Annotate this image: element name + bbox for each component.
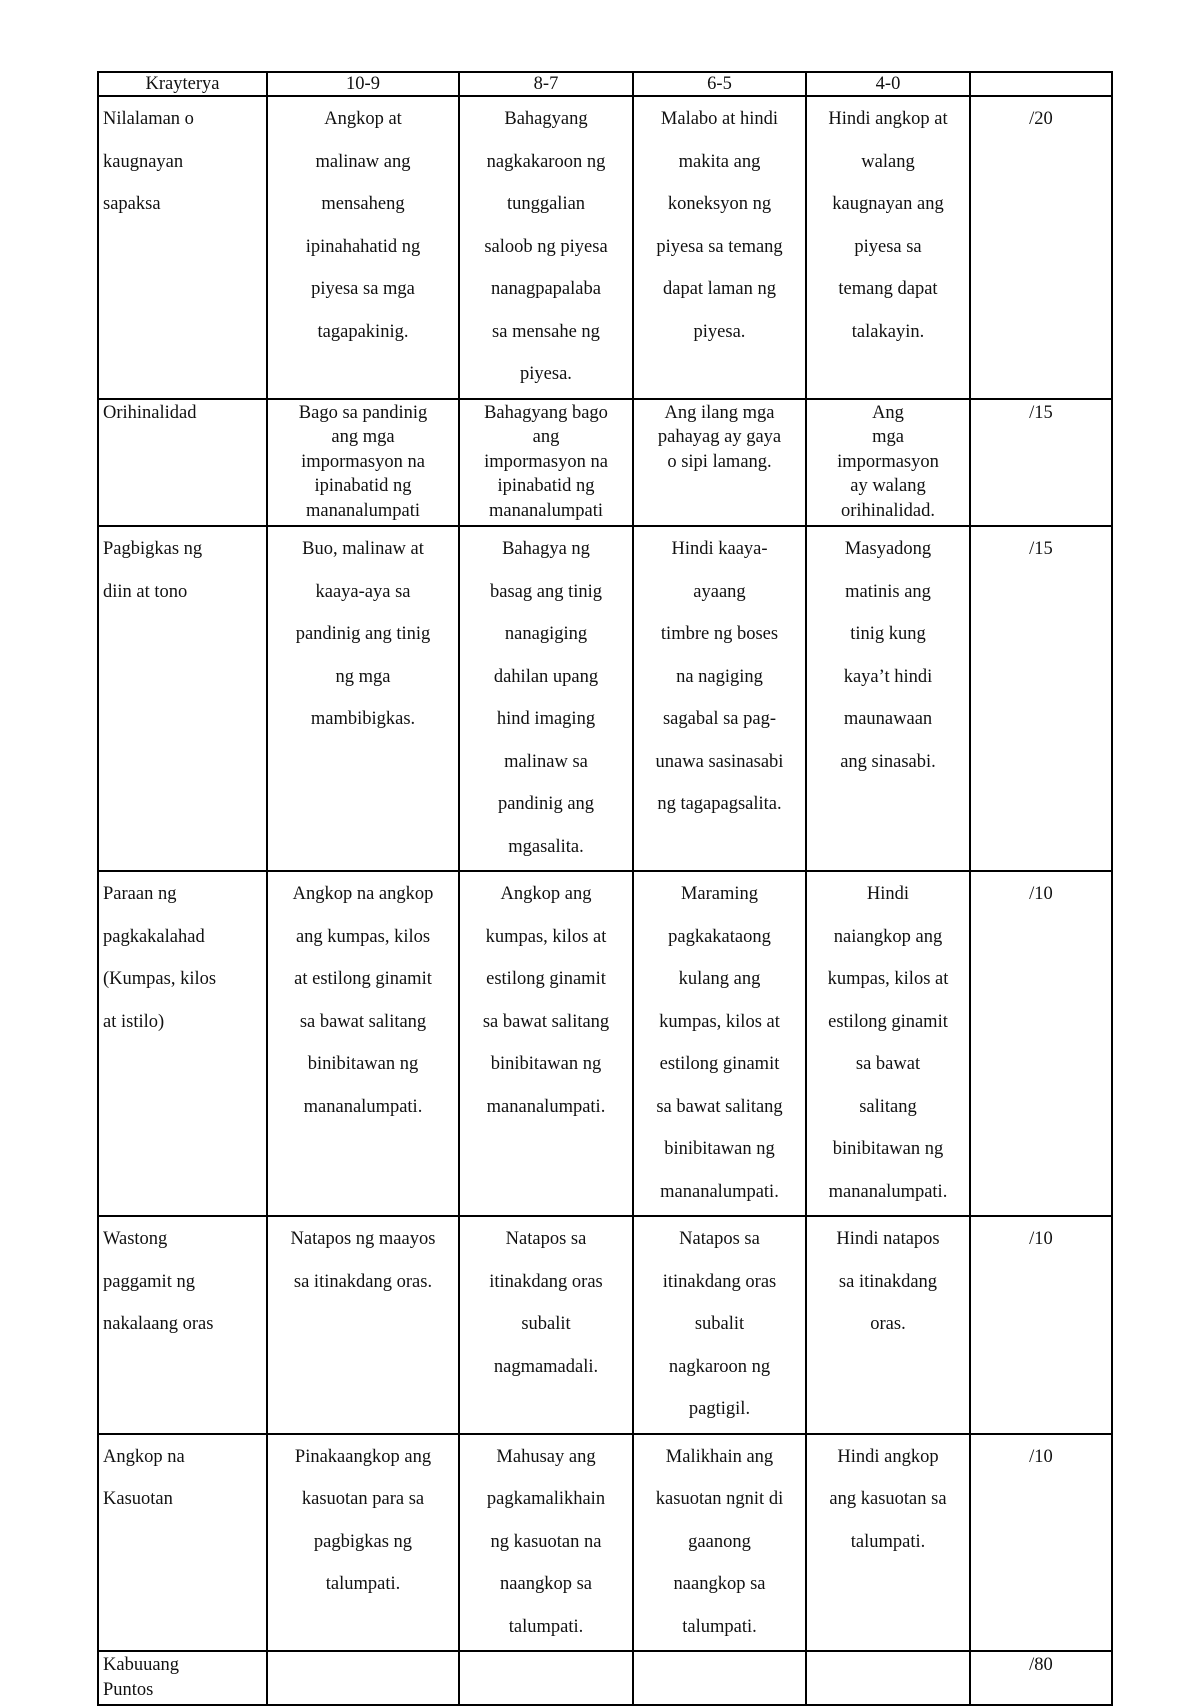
score-cell: /10 [970, 1216, 1112, 1434]
descriptor-cell: Natapos sa itinakdang oras subalit nagkaroon ng pagtigil. [633, 1216, 806, 1434]
descriptor-cell: Natapos sa itinakdang oras subalit nagmamadali. [459, 1216, 633, 1434]
table-row [98, 1434, 1112, 1652]
table-row [98, 399, 1112, 527]
descriptor-cell: Hindi naiangkop ang kumpas, kilos at estilong ginamit sa bawat salitang binibitawan ng mananalumpati. [806, 871, 970, 1216]
criterion-cell: Angkop na Kasuotan [98, 1434, 267, 1652]
table-row [98, 526, 1112, 871]
total-score-cell: /80 [970, 1651, 1112, 1705]
descriptor-cell: Bahagyang bago ang impormasyon na ipinabatid ng mananalumpati [459, 399, 633, 527]
score-cell: /10 [970, 1434, 1112, 1652]
descriptor-cell: Hindi kaaya- ayaang timbre ng boses na nagiging sagabal sa pag- unawa sasinasabi ng tagapagsalita. [633, 526, 806, 871]
header-points [970, 72, 1112, 96]
descriptor-cell: Buo, malinaw at kaaya-aya sa pandinig ang tinig ng mga mambibigkas. [267, 526, 459, 871]
descriptor-cell: Ang ilang mga pahayag ay gaya o sipi lamang. [633, 399, 806, 527]
descriptor-cell [806, 1651, 970, 1705]
descriptor-cell: Hindi angkop at walang kaugnayan ang piyesa sa temang dapat talakayin. [806, 96, 970, 399]
criterion-cell: Paraan ng pagkakalahad (Kumpas, kilos at istilo) [98, 871, 267, 1216]
descriptor-cell: Natapos ng maayos sa itinakdang oras. [267, 1216, 459, 1434]
descriptor-cell: Angkop ang kumpas, kilos at estilong ginamit sa bawat salitang binibitawan ng mananalumpati. [459, 871, 633, 1216]
table-row [98, 871, 1112, 1216]
score-cell: /15 [970, 526, 1112, 871]
table-row-total [98, 1651, 1112, 1705]
header-score-6-5: 6-5 [633, 72, 806, 96]
descriptor-cell: Hindi angkop ang kasuotan sa talumpati. [806, 1434, 970, 1652]
descriptor-cell: Pinakaangkop ang kasuotan para sa pagbigkas ng talumpati. [267, 1434, 459, 1652]
score-cell: /10 [970, 871, 1112, 1216]
score-cell: /20 [970, 96, 1112, 399]
descriptor-cell: Bahagyang nagkakaroon ng tunggalian saloob ng piyesa nanagpapalaba sa mensahe ng piyesa. [459, 96, 633, 399]
descriptor-cell: Bahagya ng basag ang tinig nanagiging dahilan upang hind imaging malinaw sa pandinig ang mgasalita. [459, 526, 633, 871]
descriptor-cell: Ang mga impormasyon ay walang orihinalidad. [806, 399, 970, 527]
descriptor-cell: Maraming pagkakataong kulang ang kumpas, kilos at estilong ginamit sa bawat salitang binibitawan ng mananalumpati. [633, 871, 806, 1216]
criterion-cell: Nilalaman o kaugnayan sapaksa [98, 96, 267, 399]
table-row [98, 96, 1112, 399]
descriptor-cell: Mahusay ang pagkamalikhain ng kasuotan na naangkop sa talumpati. [459, 1434, 633, 1652]
descriptor-cell: Malikhain ang kasuotan ngnit di gaanong naangkop sa talumpati. [633, 1434, 806, 1652]
header-score-4-0: 4-0 [806, 72, 970, 96]
descriptor-cell [267, 1651, 459, 1705]
score-cell: /15 [970, 399, 1112, 527]
header-score-8-7: 8-7 [459, 72, 633, 96]
criterion-cell: Kabuuang Puntos [98, 1651, 267, 1705]
header-criterion: Krayterya [98, 72, 267, 96]
descriptor-cell [459, 1651, 633, 1705]
descriptor-cell: Bago sa pandinig ang mga impormasyon na ipinabatid ng mananalumpati [267, 399, 459, 527]
criterion-cell: Orihinalidad [98, 399, 267, 527]
descriptor-cell: Angkop at malinaw ang mensaheng ipinahahatid ng piyesa sa mga tagapakinig. [267, 96, 459, 399]
criterion-cell: Pagbigkas ng diin at tono [98, 526, 267, 871]
descriptor-cell [633, 1651, 806, 1705]
descriptor-cell: Malabo at hindi makita ang koneksyon ng piyesa sa temang dapat laman ng piyesa. [633, 96, 806, 399]
header-score-10-9: 10-9 [267, 72, 459, 96]
table-row [98, 1216, 1112, 1434]
header-row [98, 72, 1112, 96]
descriptor-cell: Hindi natapos sa itinakdang oras. [806, 1216, 970, 1434]
descriptor-cell: Masyadong matinis ang tinig kung kaya’t hindi maunawaan ang sinasabi. [806, 526, 970, 871]
criterion-cell: Wastong paggamit ng nakalaang oras [98, 1216, 267, 1434]
descriptor-cell: Angkop na angkop ang kumpas, kilos at estilong ginamit sa bawat salitang binibitawan ng mananalumpati. [267, 871, 459, 1216]
rubric-table [97, 71, 1113, 1706]
